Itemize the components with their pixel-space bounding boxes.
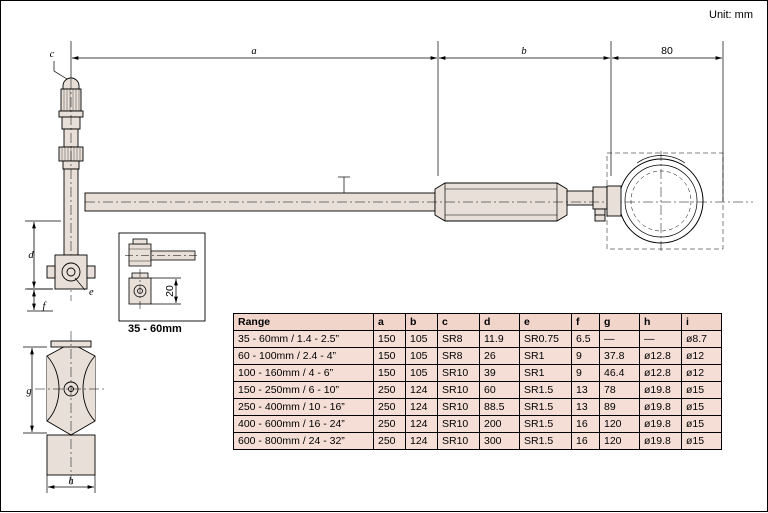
cell-g: 89 [600, 399, 640, 416]
table-row [234, 348, 722, 365]
cell-f: 13 [572, 399, 600, 416]
cell-g: 37.8 [600, 348, 640, 365]
cell-b: 105 [406, 348, 438, 365]
col-header-h: h [640, 314, 682, 331]
cell-g: — [600, 331, 640, 348]
specification-table [233, 313, 722, 450]
cell-h: ø12.8 [640, 348, 682, 365]
cell-g: 120 [600, 433, 640, 450]
dim-label-b: b [521, 46, 527, 57]
dim-label-d: d [28, 250, 34, 261]
cell-h: ø12.8 [640, 365, 682, 382]
dim-label-20: 20 [164, 285, 176, 297]
col-header-c: c [438, 314, 480, 331]
cell-h: ø19.8 [640, 382, 682, 399]
cell-b: 124 [406, 382, 438, 399]
cell-f: 9 [572, 348, 600, 365]
dim-label-g: g [26, 386, 32, 397]
col-header-b: b [406, 314, 438, 331]
cell-c: SR10 [438, 433, 480, 450]
cell-d: 200 [480, 416, 520, 433]
cell-a: 250 [374, 399, 406, 416]
detail-caption: 35 - 60mm [128, 323, 182, 335]
cell-h: ø19.8 [640, 433, 682, 450]
table-row [234, 331, 722, 348]
cell-range: 35 - 60mm / 1.4 - 2.5” [234, 331, 374, 348]
cell-a: 250 [374, 382, 406, 399]
cell-i: ø8.7 [682, 331, 722, 348]
cell-e: SR1.5 [520, 399, 572, 416]
table-row [234, 365, 722, 382]
col-header-a: a [374, 314, 406, 331]
col-header-range: Range [234, 314, 374, 331]
table-row [234, 399, 722, 416]
cell-e: SR1.5 [520, 382, 572, 399]
cell-range: 150 - 250mm / 6 - 10” [234, 382, 374, 399]
cell-c: SR10 [438, 365, 480, 382]
cell-c: SR8 [438, 331, 480, 348]
dim-label-h: h [68, 476, 74, 487]
cell-range: 60 - 100mm / 2.4 - 4” [234, 348, 374, 365]
cell-h: — [640, 331, 682, 348]
cell-i: ø12 [682, 348, 722, 365]
dim-label-e: e [89, 287, 94, 298]
cell-e: SR1.5 [520, 416, 572, 433]
cell-d: 26 [480, 348, 520, 365]
cell-c: SR10 [438, 382, 480, 399]
cell-c: SR10 [438, 416, 480, 433]
cell-d: 60 [480, 382, 520, 399]
cell-b: 124 [406, 399, 438, 416]
cell-a: 150 [374, 331, 406, 348]
cell-f: 6.5 [572, 331, 600, 348]
dim-label-f: f [42, 301, 46, 312]
cell-a: 250 [374, 416, 406, 433]
cell-range: 100 - 160mm / 4 - 6” [234, 365, 374, 382]
cell-d: 11.9 [480, 331, 520, 348]
unit-note: Unit: mm [709, 9, 753, 21]
dim-label-80: 80 [661, 45, 673, 57]
cell-i: ø12 [682, 365, 722, 382]
cell-c: SR10 [438, 399, 480, 416]
cell-i: ø15 [682, 433, 722, 450]
cell-c: SR8 [438, 348, 480, 365]
cell-h: ø19.8 [640, 416, 682, 433]
table-row [234, 382, 722, 399]
cell-i: ø15 [682, 416, 722, 433]
cell-range: 600 - 800mm / 24 - 32” [234, 433, 374, 450]
cell-g: 78 [600, 382, 640, 399]
cell-h: ø19.8 [640, 399, 682, 416]
cell-b: 105 [406, 331, 438, 348]
cell-b: 105 [406, 365, 438, 382]
col-header-i: i [682, 314, 722, 331]
col-header-g: g [600, 314, 640, 331]
cell-i: ø15 [682, 399, 722, 416]
dim-label-a: a [251, 46, 257, 57]
col-header-d: d [480, 314, 520, 331]
col-header-e: e [520, 314, 572, 331]
cell-d: 300 [480, 433, 520, 450]
cell-d: 88.5 [480, 399, 520, 416]
cell-a: 150 [374, 365, 406, 382]
cell-e: SR1 [520, 365, 572, 382]
dim-label-c: c [49, 49, 55, 60]
cell-a: 150 [374, 348, 406, 365]
cell-e: SR1.5 [520, 433, 572, 450]
cell-g: 46.4 [600, 365, 640, 382]
table-row [234, 416, 722, 433]
table-header-row [234, 314, 722, 331]
cell-f: 16 [572, 433, 600, 450]
cell-a: 250 [374, 433, 406, 450]
cell-e: SR1 [520, 348, 572, 365]
cell-f: 9 [572, 365, 600, 382]
cell-g: 120 [600, 416, 640, 433]
cell-f: 16 [572, 416, 600, 433]
table-row [234, 433, 722, 450]
cell-d: 39 [480, 365, 520, 382]
cell-i: ø15 [682, 382, 722, 399]
col-header-f: f [572, 314, 600, 331]
cell-range: 250 - 400mm / 10 - 16” [234, 399, 374, 416]
cell-f: 13 [572, 382, 600, 399]
cell-b: 124 [406, 416, 438, 433]
cell-b: 124 [406, 433, 438, 450]
cell-range: 400 - 600mm / 16 - 24” [234, 416, 374, 433]
cell-e: SR0.75 [520, 331, 572, 348]
